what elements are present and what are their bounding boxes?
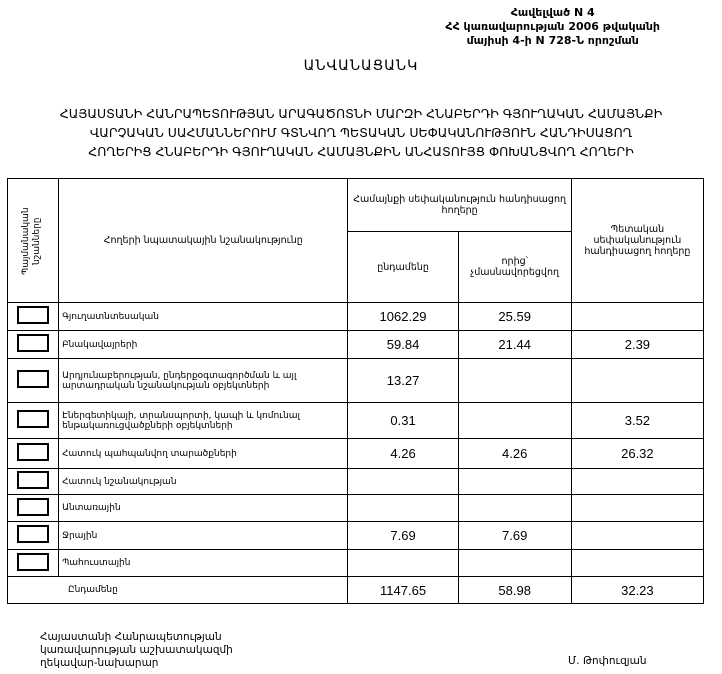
header-community: Համայնքի սեփականություն հանդիսացող հողերը <box>348 179 571 232</box>
total-cell: 0.31 <box>348 403 458 439</box>
state-cell <box>571 303 703 331</box>
symbol-cell <box>8 439 59 469</box>
table-row <box>8 439 704 469</box>
purpose-cell: Պահուստային <box>59 550 348 577</box>
state-cell <box>571 469 703 495</box>
table-row <box>8 469 704 495</box>
table-row <box>8 359 704 403</box>
total-cell: 13.27 <box>348 359 458 403</box>
purpose-cell: Անտառային <box>59 495 348 522</box>
symbol-cell <box>8 550 59 577</box>
non-privatized-cell <box>458 495 571 522</box>
symbol-cell <box>8 303 59 331</box>
non-privatized-cell: 25.59 <box>458 303 571 331</box>
total-cell <box>348 550 458 577</box>
table-row <box>8 522 704 550</box>
document-title: ԱՆՎԱՆԱՑԱՆԿ <box>303 58 419 74</box>
signatory-line: կառավարության աշխատակազմի <box>40 644 233 656</box>
state-cell: 2.39 <box>571 331 703 359</box>
signatory-title <box>40 631 233 670</box>
purpose-cell: Բնակավայրերի <box>59 331 348 359</box>
state-cell <box>571 522 703 550</box>
symbol-cell <box>8 469 59 495</box>
header-non-privatized: որից՝ չմասնավորեցվող <box>458 232 571 303</box>
legend-symbol-box <box>17 471 49 489</box>
purpose-cell: Արդյունաբերության, ընդերքօգտագործման և այլ արտադրական նշանակության օբյեկտների <box>59 359 348 403</box>
signatory-line: ղեկավար-նախարար <box>40 657 159 669</box>
purpose-cell: Ջրային <box>59 522 348 550</box>
purpose-cell: Գյուղատնտեսական <box>59 303 348 331</box>
annex-line: Հավելված N 4 <box>510 6 595 19</box>
legend-symbol-box <box>17 498 49 516</box>
legend-symbol-box <box>17 370 49 388</box>
subtitle-line: ՎԱՐՉԱԿԱՆ ՍԱՀՄԱՆՆԵՐՈՒՄ ԳՏՆՎՈՂ ՊԵՏԱԿԱՆ ՍԵՓԱԿԱՆՈՒԹՅՈՒՆ ՀԱՆԴԻՍԱՑՈՂ <box>89 125 633 140</box>
non-privatized-cell: 21.44 <box>458 331 571 359</box>
total-cell <box>348 469 458 495</box>
header-symbols: Պայմանական նշանները <box>8 179 59 303</box>
table-row <box>8 303 704 331</box>
total-label: Ընդամենը <box>8 577 348 604</box>
total-cell <box>348 495 458 522</box>
sum-state-cell: 32.23 <box>571 577 703 604</box>
table-row <box>8 331 704 359</box>
state-cell: 3.52 <box>571 403 703 439</box>
purpose-cell: Հատուկ նշանակության <box>59 469 348 495</box>
total-cell: 1062.29 <box>348 303 458 331</box>
annex-reference <box>445 6 660 48</box>
subtitle-line: ՀՈՂԵՐԻՑ ՀՆԱԲԵՐԴԻ ԳՅՈՒՂԱԿԱՆ ՀԱՄԱՅՆՔԻՆ ԱՆՀԱՏՈՒՅՑ ՓՈԽԱՆՑՎՈՂ ՀՈՂԵՐԻ <box>88 144 634 159</box>
sum-non-privatized-cell: 58.98 <box>458 577 571 604</box>
non-privatized-cell <box>458 359 571 403</box>
state-cell <box>571 495 703 522</box>
symbol-cell <box>8 359 59 403</box>
sum-total-cell: 1147.65 <box>348 577 458 604</box>
state-cell: 26.32 <box>571 439 703 469</box>
non-privatized-cell: 4.26 <box>458 439 571 469</box>
total-row <box>8 577 704 604</box>
subtitle-line: ՀԱՅԱՍՏԱՆԻ ՀԱՆՐԱՊԵՏՈՒԹՅԱՆ ԱՐԱԳԱԾՈՏՆԻ ՄԱՐԶԻ ՀՆԱԲԵՐԴԻ ԳՅՈՒՂԱԿԱՆ ՀԱՄԱՅՆՔԻ <box>59 106 663 121</box>
document-subtitle <box>0 104 722 161</box>
annex-line: ՀՀ կառավարության 2006 թվականի <box>445 20 660 33</box>
legend-symbol-box <box>17 443 49 461</box>
symbol-cell <box>8 522 59 550</box>
non-privatized-cell <box>458 550 571 577</box>
signatory-name: Մ. Թոփուզյան <box>568 655 647 667</box>
state-cell <box>571 550 703 577</box>
header-purpose: Հողերի նպատակային նշանակությունը <box>59 179 348 303</box>
header-state: Պետական սեփականություն հանդիսացող հողերը <box>571 179 703 303</box>
table-row <box>8 495 704 522</box>
symbol-cell <box>8 331 59 359</box>
legend-symbol-box <box>17 410 49 428</box>
legend-symbol-box <box>17 553 49 571</box>
purpose-cell: Հատուկ պահպանվող տարածքների <box>59 439 348 469</box>
annex-line: մայիսի 4-ի N 728-Ն որոշման <box>466 34 639 47</box>
legend-symbol-box <box>17 334 49 352</box>
legend-symbol-box <box>17 525 49 543</box>
state-cell <box>571 359 703 403</box>
total-cell: 4.26 <box>348 439 458 469</box>
purpose-cell: Էներգետիկայի, տրանսպորտի, կապի և կոմունալ ենթակառուցվածքների օբյեկտների <box>59 403 348 439</box>
signatory-line: Հայաստանի Հանրապետության <box>40 631 222 643</box>
land-table <box>7 178 704 604</box>
symbol-cell <box>8 495 59 522</box>
total-cell: 59.84 <box>348 331 458 359</box>
non-privatized-cell <box>458 403 571 439</box>
symbol-cell <box>8 403 59 439</box>
non-privatized-cell <box>458 469 571 495</box>
non-privatized-cell: 7.69 <box>458 522 571 550</box>
total-cell: 7.69 <box>348 522 458 550</box>
table-row <box>8 403 704 439</box>
table-row <box>8 550 704 577</box>
header-total: ընդամենը <box>348 232 458 303</box>
legend-symbol-box <box>17 306 49 324</box>
